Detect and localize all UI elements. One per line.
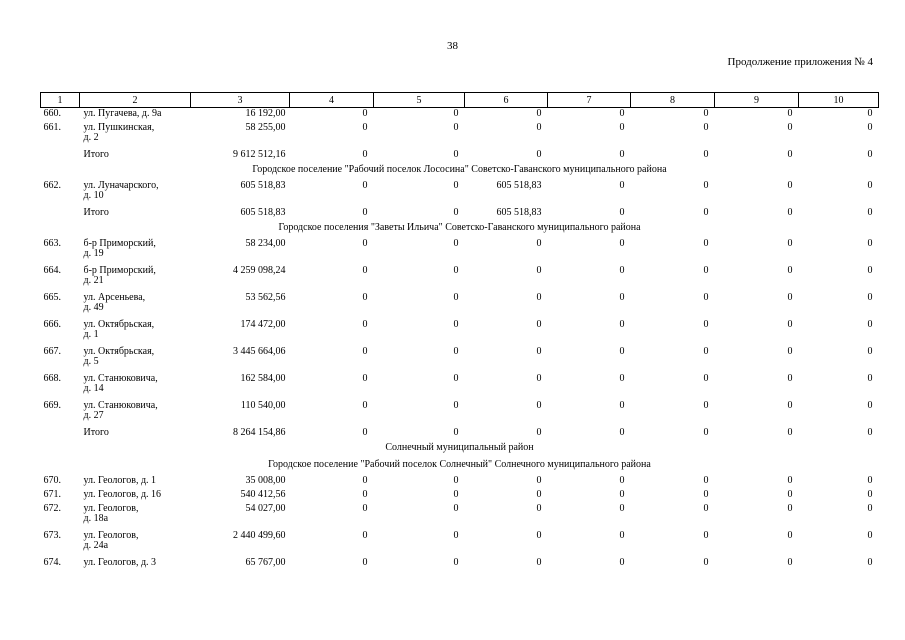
address-line: д. 19: [83, 248, 104, 259]
value-cell-c8: 0: [703, 108, 709, 119]
value-cell-c10: 0: [867, 122, 873, 133]
value-cell-c6: 0: [536, 265, 542, 276]
value-cell-c8: 0: [703, 489, 709, 500]
address-line: д. 1: [83, 329, 99, 340]
row-number: 668.: [43, 373, 61, 384]
value-cell-c6: 0: [536, 238, 542, 249]
address-line: ул. Станюковича,: [83, 373, 158, 384]
address-line: ул. Геологов,: [83, 530, 139, 541]
value-cell-c7: 0: [619, 373, 625, 384]
address-line: д. 5: [83, 356, 99, 367]
total-cost-cell: 162 584,00: [240, 373, 286, 384]
total-cost-cell: 2 440 499,60: [233, 530, 286, 541]
section-title: Городское поселение "Рабочий поселок Лососина" Советско-Гаванского муниципального района: [252, 164, 667, 175]
table-row: [41, 319, 879, 346]
address-line: б-р Приморский,: [83, 265, 156, 276]
value-cell-c9: 0: [787, 180, 793, 191]
value-cell-c10: 0: [867, 530, 873, 541]
address-cell: [80, 108, 191, 123]
value-cell-c10: 0: [867, 503, 873, 514]
value-cell-c7: 0: [619, 319, 625, 330]
value-cell-c6: 605 518,83: [496, 207, 542, 218]
value-cell-c4: 0: [362, 427, 368, 438]
table-body: [41, 108, 879, 572]
value-cell-c4: 0: [362, 557, 368, 568]
address-line: ул. Пугачева, д. 9а: [83, 108, 162, 119]
value-cell-c10: 0: [867, 207, 873, 218]
value-cell-c6: 0: [536, 530, 542, 541]
section-row: [41, 221, 879, 238]
value-cell-c9: 0: [787, 346, 793, 357]
value-cell-c8: 0: [703, 427, 709, 438]
address-line: ул. Октябрьская,: [83, 346, 155, 357]
value-cell-c10: 0: [867, 489, 873, 500]
address-cell: [80, 149, 191, 163]
address-line: ул. Геологов, д. 16: [83, 489, 162, 500]
value-cell-c9: 0: [787, 265, 793, 276]
value-cell-c6: 0: [536, 292, 542, 303]
address-cell: [80, 489, 191, 503]
row-number: 663.: [43, 238, 61, 249]
total-cost-cell: 54 027,00: [245, 503, 286, 514]
total-cost-cell: 58 234,00: [245, 238, 286, 249]
value-cell-c7: 0: [619, 238, 625, 249]
address-line: д. 49: [83, 302, 104, 313]
header-cell: 10: [799, 93, 879, 108]
table-row: [41, 475, 879, 489]
address-line: ул. Геологов,: [83, 503, 139, 514]
value-cell-c7: 0: [619, 489, 625, 500]
value-cell-c7: 0: [619, 346, 625, 357]
value-cell-c8: 0: [703, 149, 709, 160]
table-row: [41, 489, 879, 503]
table-row: [41, 346, 879, 373]
value-cell-c4: 0: [362, 149, 368, 160]
value-cell-c4: 0: [362, 346, 368, 357]
row-number: [41, 207, 80, 221]
value-cell-c6: 0: [536, 373, 542, 384]
table-row: [41, 292, 879, 319]
value-cell-c4: 0: [362, 373, 368, 384]
row-number: 660.: [43, 108, 61, 119]
value-cell-c6: 0: [536, 475, 542, 486]
value-cell-c7: 0: [619, 503, 625, 514]
total-cost-cell: 174 472,00: [240, 319, 286, 330]
value-cell-c6: 0: [536, 122, 542, 133]
row-number: 667.: [43, 346, 61, 357]
address-line: д. 14: [83, 383, 104, 394]
value-cell-c5: 0: [453, 238, 459, 249]
value-cell-c4: 0: [362, 292, 368, 303]
address-line: ул. Октябрьская,: [83, 319, 155, 330]
address-line: д. 27: [83, 410, 104, 421]
address-cell: [80, 530, 191, 557]
value-cell-c6: 0: [536, 346, 542, 357]
address-cell: [80, 122, 191, 149]
total-cost-cell: 58 255,00: [245, 122, 286, 133]
value-cell-c8: 0: [703, 400, 709, 411]
value-cell-c7: 0: [619, 265, 625, 276]
value-cell-c9: 0: [787, 489, 793, 500]
value-cell-c9: 0: [787, 475, 793, 486]
address-line: д. 18а: [83, 513, 109, 524]
value-cell-c4: 0: [362, 238, 368, 249]
total-cost-cell: 4 259 098,24: [233, 265, 286, 276]
value-cell-c4: 0: [362, 400, 368, 411]
row-number: 661.: [43, 122, 61, 133]
table-row: [41, 265, 879, 292]
value-cell-c4: 0: [362, 207, 368, 218]
row-number: 664.: [43, 265, 61, 276]
value-cell-c7: 0: [619, 108, 625, 119]
value-cell-c5: 0: [453, 265, 459, 276]
value-cell-c6: 605 518,83: [496, 180, 542, 191]
value-cell-c5: 0: [453, 319, 459, 330]
value-cell-c9: 0: [787, 557, 793, 568]
address-line: Итого: [83, 427, 109, 438]
housing-table: [40, 92, 879, 571]
header-cell: 3: [191, 93, 290, 108]
value-cell-c10: 0: [867, 149, 873, 160]
value-cell-c10: 0: [867, 427, 873, 438]
value-cell-c4: 0: [362, 180, 368, 191]
value-cell-c10: 0: [867, 265, 873, 276]
value-cell-c8: 0: [703, 180, 709, 191]
value-cell-c5: 0: [453, 122, 459, 133]
value-cell-c6: 0: [536, 489, 542, 500]
section-row: [41, 458, 879, 475]
value-cell-c5: 0: [453, 503, 459, 514]
subtotal-row: [41, 207, 879, 221]
value-cell-c7: 0: [619, 400, 625, 411]
address-cell: [80, 475, 191, 489]
total-cost-cell: 3 445 664,06: [233, 346, 286, 357]
row-number: 665.: [43, 292, 61, 303]
value-cell-c5: 0: [453, 292, 459, 303]
table-row: [41, 503, 879, 530]
table-row: [41, 238, 879, 265]
address-line: б-р Приморский,: [83, 238, 156, 249]
total-cost-cell: 8 264 154,86: [233, 427, 286, 438]
header-cell: 5: [374, 93, 465, 108]
value-cell-c5: 0: [453, 557, 459, 568]
value-cell-c7: 0: [619, 557, 625, 568]
value-cell-c4: 0: [362, 489, 368, 500]
total-cost-cell: 35 008,00: [245, 475, 286, 486]
value-cell-c6: 0: [536, 427, 542, 438]
page-number: 38: [447, 40, 458, 52]
total-cost-cell: 110 540,00: [240, 400, 286, 411]
table-row: [41, 373, 879, 400]
address-cell: [80, 400, 191, 427]
value-cell-c6: 0: [536, 557, 542, 568]
total-cost-cell: 65 767,00: [245, 557, 286, 568]
value-cell-c7: 0: [619, 427, 625, 438]
value-cell-c8: 0: [703, 207, 709, 218]
document-sheet: [40, 92, 878, 571]
value-cell-c4: 0: [362, 108, 368, 119]
section-row: [41, 441, 879, 458]
value-cell-c10: 0: [867, 238, 873, 249]
address-line: д. 24а: [83, 540, 109, 551]
address-line: ул. Арсеньева,: [83, 292, 146, 303]
table-row: [41, 108, 879, 123]
value-cell-c10: 0: [867, 319, 873, 330]
header-cell: 6: [465, 93, 548, 108]
value-cell-c9: 0: [787, 108, 793, 119]
value-cell-c7: 0: [619, 180, 625, 191]
value-cell-c10: 0: [867, 346, 873, 357]
address-cell: [80, 427, 191, 441]
address-cell: [80, 265, 191, 292]
row-number: 671.: [43, 489, 61, 500]
total-cost-cell: 53 562,56: [245, 292, 286, 303]
value-cell-c8: 0: [703, 319, 709, 330]
address-cell: [80, 319, 191, 346]
value-cell-c5: 0: [453, 489, 459, 500]
value-cell-c7: 0: [619, 292, 625, 303]
address-line: ул. Пушкинская,: [83, 122, 155, 133]
address-cell: [80, 207, 191, 221]
value-cell-c9: 0: [787, 319, 793, 330]
value-cell-c10: 0: [867, 292, 873, 303]
section-row: [41, 163, 879, 180]
row-number: 670.: [43, 475, 61, 486]
header-cell: 9: [715, 93, 799, 108]
header-cell: 8: [631, 93, 715, 108]
value-cell-c5: 0: [453, 108, 459, 119]
value-cell-c8: 0: [703, 346, 709, 357]
table-header: [41, 93, 879, 108]
table-row: [41, 180, 879, 207]
value-cell-c10: 0: [867, 373, 873, 384]
row-number: 672.: [43, 503, 61, 514]
value-cell-c6: 0: [536, 108, 542, 119]
value-cell-c5: 0: [453, 207, 459, 218]
address-line: д. 2: [83, 132, 99, 143]
value-cell-c5: 0: [453, 373, 459, 384]
value-cell-c4: 0: [362, 475, 368, 486]
row-number: 669.: [43, 400, 61, 411]
address-cell: [80, 346, 191, 373]
address-line: ул. Станюковича,: [83, 400, 158, 411]
section-title: Солнечный муниципальный район: [385, 442, 534, 453]
value-cell-c4: 0: [362, 122, 368, 133]
address-line: ул. Луначарского,: [83, 180, 159, 191]
value-cell-c7: 0: [619, 475, 625, 486]
address-cell: [80, 238, 191, 265]
address-cell: [80, 557, 191, 571]
value-cell-c9: 0: [787, 238, 793, 249]
value-cell-c6: 0: [536, 400, 542, 411]
value-cell-c5: 0: [453, 530, 459, 541]
value-cell-c10: 0: [867, 180, 873, 191]
total-cost-cell: 540 412,56: [240, 489, 286, 500]
header-cell: 4: [290, 93, 374, 108]
value-cell-c8: 0: [703, 503, 709, 514]
value-cell-c10: 0: [867, 108, 873, 119]
header-cell: 2: [80, 93, 191, 108]
value-cell-c8: 0: [703, 557, 709, 568]
value-cell-c5: 0: [453, 400, 459, 411]
row-number: 662.: [43, 180, 61, 191]
value-cell-c9: 0: [787, 503, 793, 514]
address-line: д. 10: [83, 190, 104, 201]
value-cell-c9: 0: [787, 292, 793, 303]
table-row: [41, 400, 879, 427]
value-cell-c6: 0: [536, 149, 542, 160]
header-cell: 7: [548, 93, 631, 108]
value-cell-c8: 0: [703, 373, 709, 384]
value-cell-c4: 0: [362, 503, 368, 514]
row-number: 673.: [43, 530, 61, 541]
value-cell-c7: 0: [619, 530, 625, 541]
total-cost-cell: 605 518,83: [240, 180, 286, 191]
value-cell-c6: 0: [536, 503, 542, 514]
value-cell-c6: 0: [536, 319, 542, 330]
address-line: д. 21: [83, 275, 104, 286]
section-title: Городское поселение "Рабочий поселок Солнечный" Солнечного муниципального района: [268, 459, 651, 470]
row-number: [41, 149, 80, 163]
value-cell-c10: 0: [867, 475, 873, 486]
value-cell-c4: 0: [362, 530, 368, 541]
section-title: Городское поселения "Заветы Ильича" Советско-Гаванского муниципального района: [278, 222, 641, 233]
table-row: [41, 530, 879, 557]
value-cell-c9: 0: [787, 122, 793, 133]
value-cell-c5: 0: [453, 346, 459, 357]
appendix-caption: Продолжение приложения № 4: [727, 56, 873, 68]
value-cell-c9: 0: [787, 149, 793, 160]
value-cell-c9: 0: [787, 530, 793, 541]
address-line: Итого: [83, 207, 109, 218]
header-cell: 1: [41, 93, 80, 108]
value-cell-c9: 0: [787, 373, 793, 384]
total-cost-cell: 9 612 512,16: [233, 149, 286, 160]
value-cell-c7: 0: [619, 149, 625, 160]
address-cell: [80, 503, 191, 530]
value-cell-c7: 0: [619, 207, 625, 218]
value-cell-c10: 0: [867, 557, 873, 568]
value-cell-c5: 0: [453, 180, 459, 191]
value-cell-c5: 0: [453, 475, 459, 486]
header-row: [41, 93, 879, 108]
subtotal-row: [41, 149, 879, 163]
table-row: [41, 557, 879, 571]
subtotal-row: [41, 427, 879, 441]
value-cell-c8: 0: [703, 265, 709, 276]
value-cell-c8: 0: [703, 292, 709, 303]
address-line: Итого: [83, 149, 109, 160]
value-cell-c9: 0: [787, 207, 793, 218]
value-cell-c8: 0: [703, 238, 709, 249]
address-line: ул. Геологов, д. 3: [83, 557, 157, 568]
value-cell-c8: 0: [703, 530, 709, 541]
value-cell-c9: 0: [787, 427, 793, 438]
value-cell-c5: 0: [453, 427, 459, 438]
value-cell-c4: 0: [362, 265, 368, 276]
address-cell: [80, 373, 191, 400]
row-number: 674.: [43, 557, 61, 568]
address-cell: [80, 180, 191, 207]
value-cell-c7: 0: [619, 122, 625, 133]
value-cell-c5: 0: [453, 149, 459, 160]
value-cell-c10: 0: [867, 400, 873, 411]
address-cell: [80, 292, 191, 319]
total-cost-cell: 605 518,83: [240, 207, 286, 218]
value-cell-c8: 0: [703, 122, 709, 133]
row-number: 666.: [43, 319, 61, 330]
table-row: [41, 122, 879, 149]
value-cell-c4: 0: [362, 319, 368, 330]
total-cost-cell: 16 192,00: [245, 108, 286, 119]
value-cell-c8: 0: [703, 475, 709, 486]
row-number: [41, 427, 80, 441]
value-cell-c9: 0: [787, 400, 793, 411]
address-line: ул. Геологов, д. 1: [83, 475, 157, 486]
